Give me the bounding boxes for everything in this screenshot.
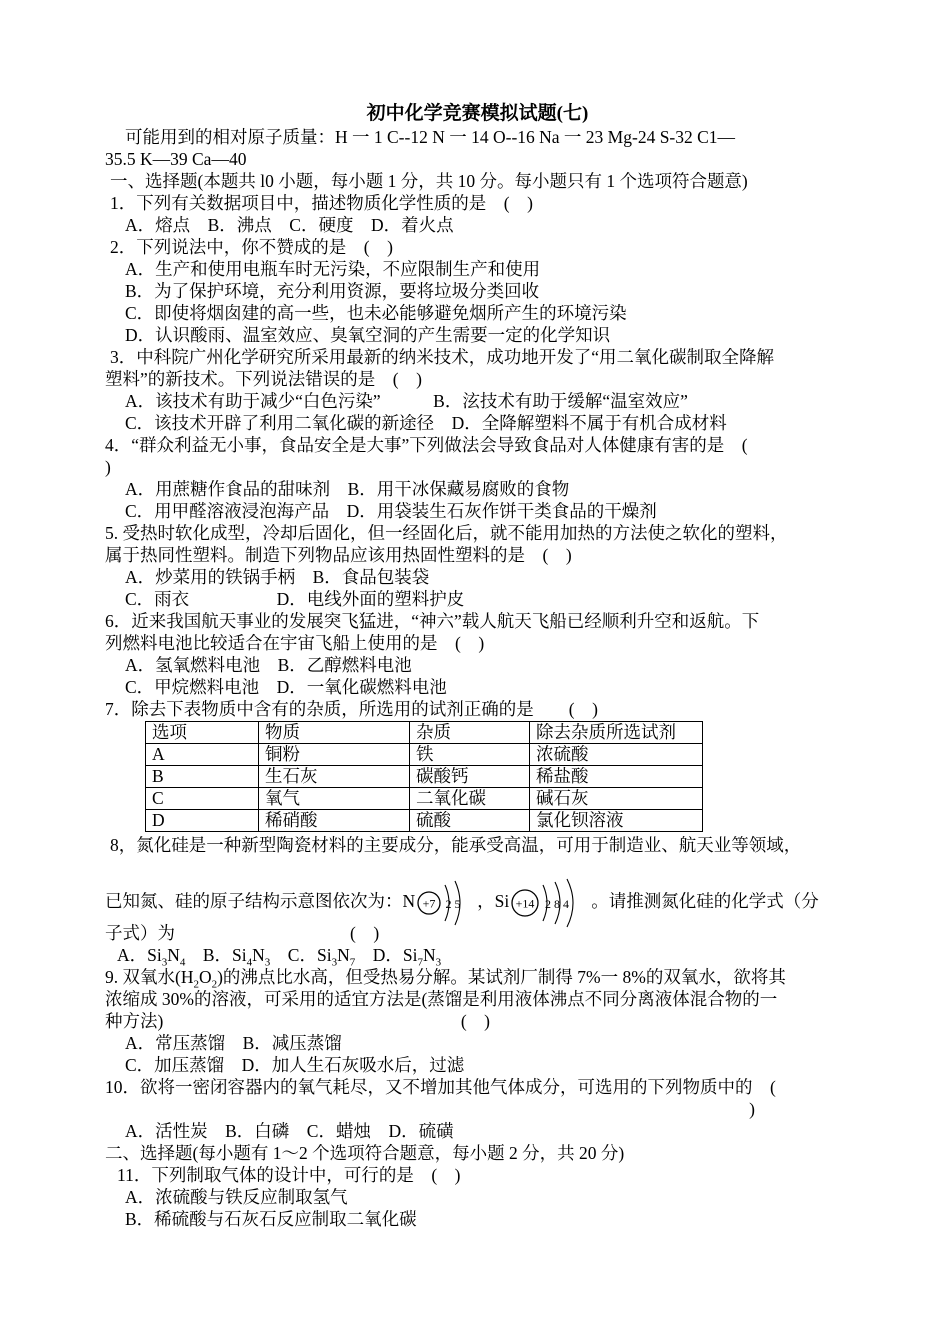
q2-stem: 2．下列说法中，你不赞成的是 ( ) [110,237,393,257]
q11-option-a: A．浓硫酸与铁反应制取氢气 [125,1187,348,1207]
q7-stem: 7．除去下表物质中含有的杂质，所选用的试剂正确的是 ( ) [105,699,598,719]
section-1-heading: 一、选择题(本题共 l0 小题，每小题 1 分，共 10 分。每小题只有 1 个选项符合题意) [110,171,748,191]
q4-stem-2: ) [105,457,111,477]
q9-stem-2: 浓缩成 30%的溶液，可采用的适宜方法是(蒸馏是利用液体沸点不同分离液体混合物的一 [105,989,778,1009]
q11-option-b: B．稀硫酸与石灰石反应制取二氧化碳 [125,1209,417,1229]
q8-option-b-text: B．Si [202,945,247,965]
q8-option-c-text: C．Si [287,945,332,965]
q9-options-1: A．常压蒸馏 B．减压蒸馏 [125,1033,342,1053]
silicon-atom-diagram [509,877,591,929]
q1-stem: 1．下列有关数据项目中，描述物质化学性质的是 ( ) [110,193,533,213]
table-cell: 铁 [410,744,530,766]
table-row [146,788,703,810]
subscript: 7 [417,956,423,969]
q8-option-d [372,945,442,969]
q2-option-d: D．认识酸雨、温室效应、臭氧空洞的产生需要一定的化学知识 [125,325,611,345]
table-cell: 硫酸 [410,810,530,832]
q6-stem-2: 列燃料电池比较适合在宇宙飞船上使用的是 ( ) [105,633,485,653]
table-cell: C [146,788,259,810]
subscript: 3 [161,956,168,969]
subscript: 3 [331,956,338,969]
q3-stem-2: 塑料”的新技术。下列说法错误的是 ( ) [105,369,422,389]
q9-options-2: C．加压蒸馏 D．加人生石灰吸水后，过滤 [125,1055,465,1075]
subscript: 2 [193,978,199,991]
subscript: 4 [179,956,186,969]
q5-options-2: C．雨衣 D．电线外面的塑料护皮 [125,589,465,609]
q6-stem-1: 6．近来我国航天事业的发展突飞猛进，“神六”载人航天飞船已经顺利升空和返航。下 [105,611,760,631]
q8-atom-row [105,856,850,922]
q2-option-b: B．为了保护环境，充分利用资源，要将垃圾分类回收 [125,281,540,301]
page-title: 初中化学竞赛模拟试题(七) [366,103,589,124]
q3-stem-1: 3．中科院广州化学研究所采用最新的纳米技术，成功地开发了“用二氧化碳制取全降解 [110,347,775,367]
q8-stem-2b: ，Si [477,891,510,912]
table-row [146,810,703,832]
table-header-cell: 选项 [146,722,259,744]
q4-options-1: A．用蔗糖作食品的甜味剂 B．用干冰保藏易腐败的食物 [125,479,570,499]
silicon-nucleus-label: +14 [515,896,535,911]
subscript: 4 [246,956,253,969]
q8-stem-2c: 。请推测氮化硅的化学式（分 [591,891,819,912]
q8-option-a [117,945,186,969]
q10-stem-1: 10．欲将一密闭容器内的氧气耗尽，又不增加其他气体成分，可选用的下列物质中的 ( [105,1077,776,1097]
q3-options-2: C．该技术开辟了利用二氧化碳的新途径 D．全降解塑料不属于有机合成材料 [125,413,727,433]
q8-stem-1: 8，氮化硅是一种新型陶瓷材料的主要成分，能承受高温，可用于制造业、航天业等领域， [110,835,802,855]
table-cell: 二氧化碳 [410,788,530,810]
q8-option-d-text: D．Si [372,945,418,965]
q8-option-c [287,945,356,969]
q8-option-a-text: A．Si [117,945,162,965]
nitrogen-shells-label: 2 5 [445,897,461,911]
table-cell: B [146,766,259,788]
q7-table [145,721,703,832]
table-cell: 稀盐酸 [530,766,703,788]
table-cell: 铜粉 [259,744,410,766]
table-header-cell: 除去杂质所选试剂 [530,722,703,744]
q6-options-1: A．氢氧燃料电池 B．乙醇燃料电池 [125,655,412,675]
table-cell: 碱石灰 [530,788,703,810]
subscript: 7 [349,956,356,969]
q10-stem-2: ) [749,1099,755,1119]
q9-stem-1a: 9. 双氧水(H [105,967,194,987]
subscript: 3 [435,956,442,969]
q9-stem-1 [105,966,850,991]
table-header-cell: 物质 [259,722,410,744]
table-cell: D [146,810,259,832]
q8-option-b-n: N [252,945,265,965]
q9-stem-1b: O [198,967,212,987]
q9-stem-3: 种方法) ( ) [105,1011,490,1031]
q5-stem-1: 5. 受热时软化成型，冷却后固化，但一经固化后，就不能用加热的方法使之软化的塑料， [105,523,788,543]
q8-stem-3: 子式）为 ( ) [105,923,380,943]
nitrogen-atom-diagram [415,877,477,929]
q2-option-a: A．生产和使用电瓶车时无污染，不应限制生产和使用 [125,259,541,279]
atomic-masses-line-1: 可能用到的相对原子质量：H 一 1 C--12 N 一 14 O--16 Na 一 23 Mg-24 S-32 C1— [125,127,736,147]
q2-option-c: C．即使将烟囱建的高一些，也未必能够避免烟所产生的环境污染 [125,303,627,323]
q9-stem-1c: )的沸点比水高，但受热易分解。某试剂厂制得 7%一 8%的双氧水，欲将其 [217,967,786,987]
table-row [146,722,703,744]
q8-option-b [202,945,271,969]
table-row [146,744,703,766]
q5-stem-2: 属于热同性塑料。制造下列物品应该用热固性塑料的是 ( ) [105,545,572,565]
table-cell: A [146,744,259,766]
q3-options-1: A．该技术有助于减少“白色污染” B．泫技术有助于缓解“温室效应” [125,391,688,411]
q8-options [105,944,850,969]
nitrogen-nucleus-label: +7 [422,896,436,911]
subscript: 2 [211,978,218,991]
table-cell: 氧气 [259,788,410,810]
table-row [146,766,703,788]
table-cell: 稀硝酸 [259,810,410,832]
atomic-masses-line-2: 35.5 K—39 Ca—40 [105,149,247,169]
q8-stem-2a: 已知氮、硅的原子结构示意图依次为：N [105,891,416,912]
q8-option-d-n: N [422,945,436,965]
silicon-shells-label: 2 8 4 [545,897,570,911]
q10-options: A．活性炭 B．白磷 C．蜡烛 D．硫磺 [125,1121,454,1141]
table-cell: 浓硫酸 [530,744,703,766]
q8-stem-2 [105,877,819,929]
q1-options: A．熔点 B．沸点 C．硬度 D．着火点 [125,215,454,235]
exam-page [105,102,850,1230]
q8-option-a-n: N [167,945,180,965]
section-2-heading: 二、选择题(每小题有 1～2 个选项符合题意，每小题 2 分，共 20 分) [105,1143,625,1163]
q8-option-c-n: N [337,945,350,965]
subscript: 3 [264,956,271,969]
q6-options-2: C．甲烷燃料电池 D．一氧化碳燃料电池 [125,677,447,697]
table-cell: 氯化钡溶液 [530,810,703,832]
q5-options-1: A．炒菜用的铁锅手柄 B．食品包装袋 [125,567,430,587]
q4-stem-1: 4．“群众利益无小事，食品安全是大事”下列做法会导致食品对人体健康有害的是 ( [105,435,748,455]
table-cell: 碳酸钙 [410,766,530,788]
table-header-cell: 杂质 [410,722,530,744]
q11-stem: 11．下列制取气体的设计中，可行的是 ( ) [117,1165,461,1185]
q4-options-2: C．用甲醛溶液浸泡海产品 D．用袋装生石灰作饼干类食品的干燥剂 [125,501,657,521]
table-cell: 生石灰 [259,766,410,788]
